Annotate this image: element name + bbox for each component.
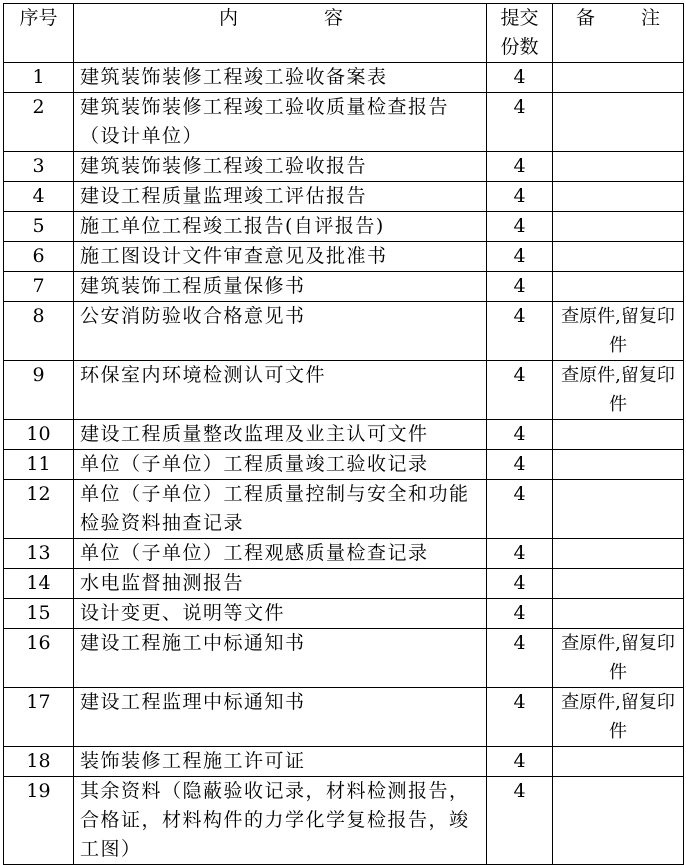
header-note-a: 备 xyxy=(575,7,595,29)
row-number: 3 xyxy=(4,152,74,182)
table-row xyxy=(4,599,684,629)
header-content-b: 容 xyxy=(324,7,344,29)
row-note xyxy=(553,242,684,272)
table-row xyxy=(4,182,684,212)
row-note: 查原件,留复印件 xyxy=(553,629,684,688)
row-note xyxy=(553,182,684,212)
row-number: 7 xyxy=(4,272,74,302)
row-count: 4 xyxy=(487,480,553,539)
row-note xyxy=(553,212,684,242)
row-content: 设计变更、说明等文件 xyxy=(74,599,487,629)
row-note: 查原件,留复印件 xyxy=(553,361,684,420)
row-content: 建设工程质量监理竣工评估报告 xyxy=(74,182,487,212)
row-count: 4 xyxy=(487,569,553,599)
row-number: 5 xyxy=(4,212,74,242)
row-count: 4 xyxy=(487,747,553,777)
row-number: 11 xyxy=(4,450,74,480)
header-content-a: 内 xyxy=(218,7,238,29)
row-count: 4 xyxy=(487,272,553,302)
row-content: 建筑装饰装修工程竣工验收备案表 xyxy=(74,63,487,93)
table-row xyxy=(4,480,684,539)
row-content: 环保室内环境检测认可文件 xyxy=(74,361,487,420)
row-number: 6 xyxy=(4,242,74,272)
row-content: 建设工程施工中标通知书 xyxy=(74,629,487,688)
table-header-row xyxy=(4,4,684,63)
table-row xyxy=(4,152,684,182)
row-note xyxy=(553,599,684,629)
row-content: 单位（子单位）工程质量竣工验收记录 xyxy=(74,450,487,480)
row-count: 4 xyxy=(487,361,553,420)
row-content: 公安消防验收合格意见书 xyxy=(74,302,487,361)
row-count: 4 xyxy=(487,182,553,212)
row-content: 建筑装饰装修工程竣工验收报告 xyxy=(74,152,487,182)
row-note xyxy=(553,569,684,599)
row-count: 4 xyxy=(487,777,553,865)
row-note xyxy=(553,450,684,480)
row-number: 14 xyxy=(4,569,74,599)
row-count: 4 xyxy=(487,420,553,450)
table-row xyxy=(4,212,684,242)
header-no: 序号 xyxy=(4,4,74,63)
row-number: 10 xyxy=(4,420,74,450)
row-count: 4 xyxy=(487,539,553,569)
header-note-b: 注 xyxy=(641,7,661,29)
row-note xyxy=(553,747,684,777)
row-number: 9 xyxy=(4,361,74,420)
row-note xyxy=(553,63,684,93)
table-row xyxy=(4,63,684,93)
row-number: 2 xyxy=(4,93,74,152)
table-row xyxy=(4,302,684,361)
row-note: 查原件,留复印件 xyxy=(553,688,684,747)
row-content: 其余资料（隐蔽验收记录，材料检测报告，合格证，材料构件的力学化学复检报告，竣工图） xyxy=(74,777,487,865)
row-number: 12 xyxy=(4,480,74,539)
row-number: 1 xyxy=(4,63,74,93)
row-note xyxy=(553,420,684,450)
row-content: 施工图设计文件审查意见及批准书 xyxy=(74,242,487,272)
header-content xyxy=(74,4,487,63)
row-count: 4 xyxy=(487,688,553,747)
row-number: 13 xyxy=(4,539,74,569)
table-row xyxy=(4,688,684,747)
row-count: 4 xyxy=(487,599,553,629)
row-content: 施工单位工程竣工报告(自评报告) xyxy=(74,212,487,242)
row-number: 4 xyxy=(4,182,74,212)
row-count: 4 xyxy=(487,302,553,361)
table-row xyxy=(4,93,684,152)
row-number: 8 xyxy=(4,302,74,361)
row-note xyxy=(553,272,684,302)
row-number: 19 xyxy=(4,777,74,865)
table-row xyxy=(4,777,684,865)
header-count xyxy=(487,4,553,63)
row-count: 4 xyxy=(487,93,553,152)
row-note xyxy=(553,93,684,152)
table-row xyxy=(4,747,684,777)
row-note xyxy=(553,777,684,865)
header-note xyxy=(553,4,684,63)
row-number: 17 xyxy=(4,688,74,747)
row-content: 建设工程质量整改监理及业主认可文件 xyxy=(74,420,487,450)
row-content: 单位（子单位）工程质量控制与安全和功能检验资料抽查记录 xyxy=(74,480,487,539)
table-row xyxy=(4,242,684,272)
row-count: 4 xyxy=(487,63,553,93)
header-count-line1: 提交 xyxy=(500,7,539,29)
row-note xyxy=(553,152,684,182)
row-count: 4 xyxy=(487,152,553,182)
row-count: 4 xyxy=(487,450,553,480)
row-note xyxy=(553,480,684,539)
row-content: 单位（子单位）工程观感质量检查记录 xyxy=(74,539,487,569)
row-count: 4 xyxy=(487,242,553,272)
table-row xyxy=(4,420,684,450)
table-body xyxy=(4,63,684,865)
table-row xyxy=(4,629,684,688)
row-count: 4 xyxy=(487,212,553,242)
row-number: 18 xyxy=(4,747,74,777)
table-row xyxy=(4,450,684,480)
table-row xyxy=(4,569,684,599)
document-table xyxy=(3,3,684,865)
table-row xyxy=(4,539,684,569)
row-number: 16 xyxy=(4,629,74,688)
header-count-line2: 份数 xyxy=(500,36,539,58)
row-content: 水电监督抽测报告 xyxy=(74,569,487,599)
row-note: 查原件,留复印件 xyxy=(553,302,684,361)
row-content: 建筑装饰工程质量保修书 xyxy=(74,272,487,302)
row-content: 建筑装饰装修工程竣工验收质量检查报告（设计单位） xyxy=(74,93,487,152)
row-note xyxy=(553,539,684,569)
table-row xyxy=(4,272,684,302)
row-count: 4 xyxy=(487,629,553,688)
row-content: 装饰装修工程施工许可证 xyxy=(74,747,487,777)
row-number: 15 xyxy=(4,599,74,629)
table-row xyxy=(4,361,684,420)
row-content: 建设工程监理中标通知书 xyxy=(74,688,487,747)
